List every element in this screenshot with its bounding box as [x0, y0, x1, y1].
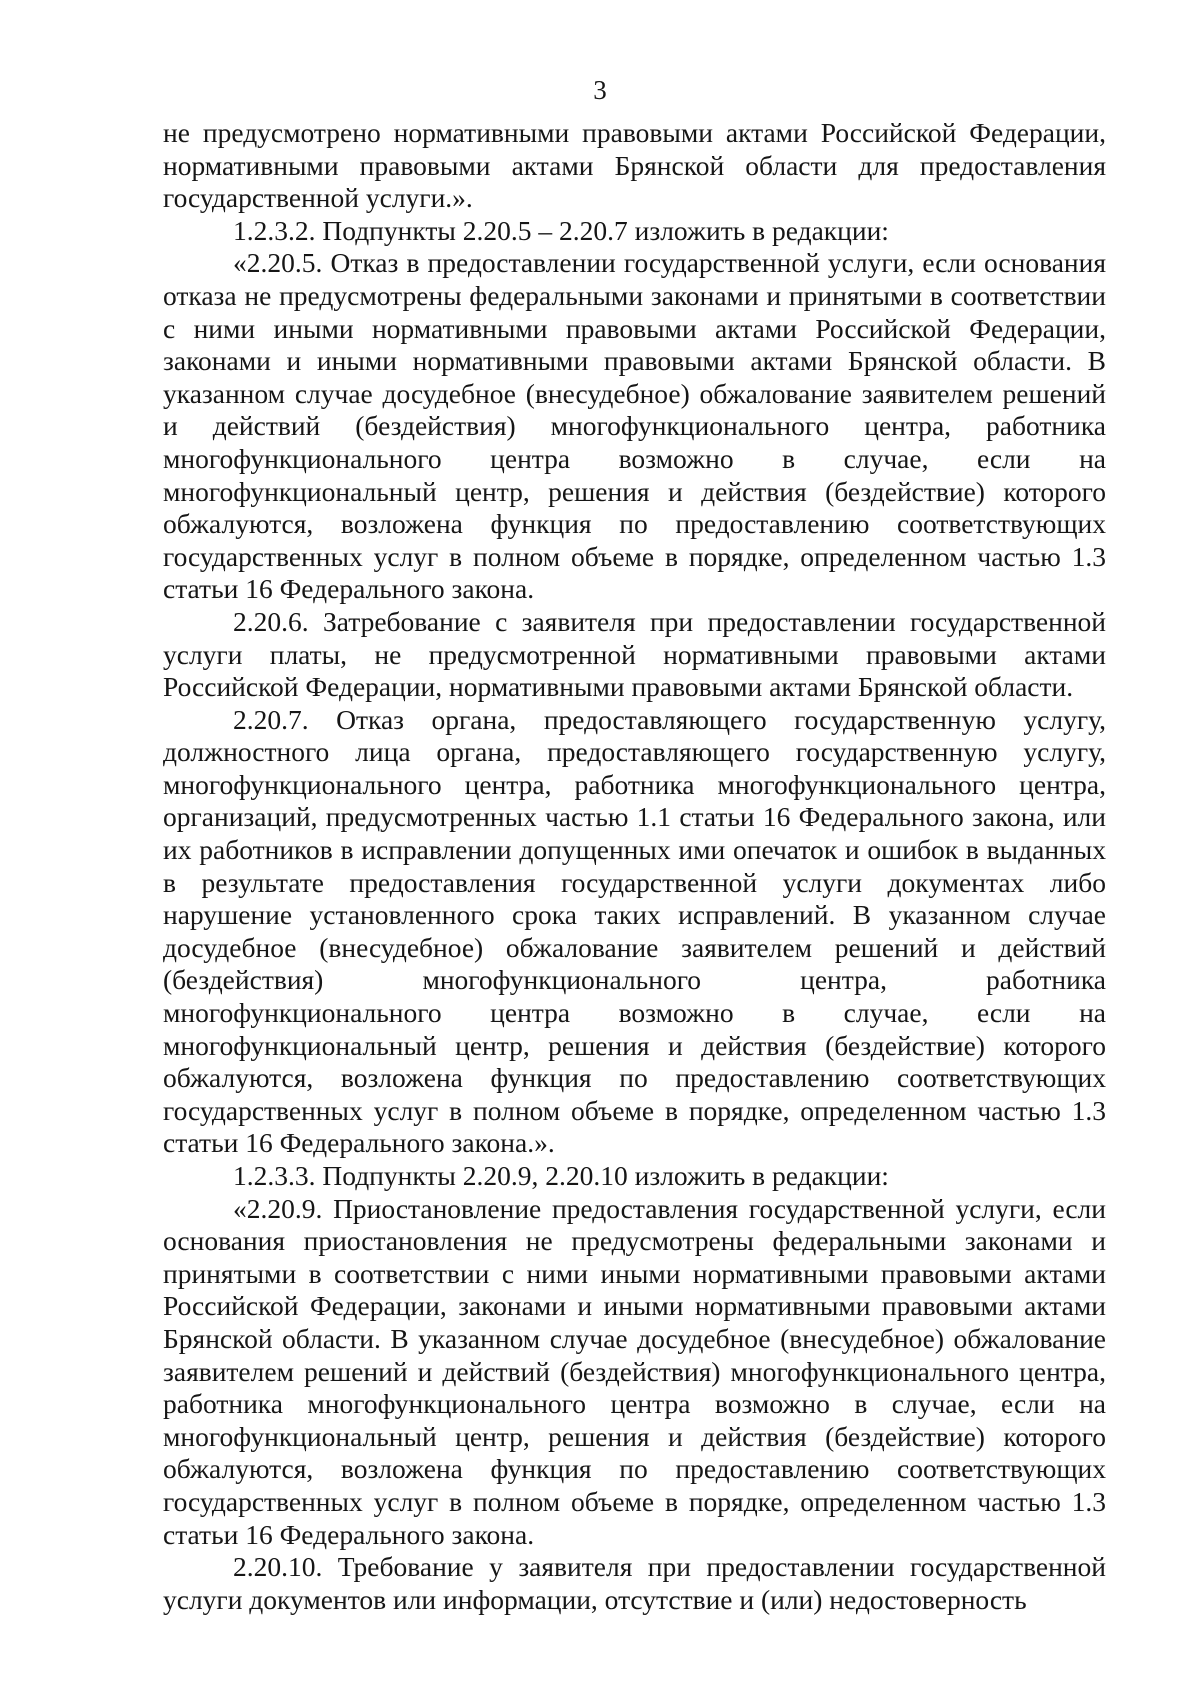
paragraph-item-2-20-5: «2.20.5. Отказ в предоставлении государственной услуги, если основания отказа не предусмотрены федеральными законами и принятыми в соответствии с ними иными нормативными правовыми актами Российской Федерации, законами и иными нормативными правовыми актами Брянской области. В указанном случае досудебное (внесудебное) обжалование заявителем решений и действий (бездействия) многофункционального центра, работника многофункционального центра возможно в случае, если на многофункциональный центр, решения и действия (бездействие) которого обжалуются, возложена функция по предоставлению соответствующих государственных услуг в полном объеме в порядке, определенном частью 1.3 статьи 16 Федерального закона. — [163, 247, 1106, 605]
paragraph-item-1-2-3-2: 1.2.3.2. Подпункты 2.20.5 – 2.20.7 изложить в редакции: — [233, 214, 889, 246]
paragraph-item-2-20-6: 2.20.6. Затребование с заявителя при предоставлении государственной услуги платы, не предусмотренной нормативными правовыми актами Российской Федерации, нормативными правовыми актами Брянской области. — [163, 605, 1106, 703]
paragraph-item-1-2-3-3: 1.2.3.3. Подпункты 2.20.9, 2.20.10 изложить в редакции: — [233, 1160, 889, 1191]
paragraph-item-2-20-10: 2.20.10. Требование у заявителя при предоставлении государственной услуги документов или информации, отсутствие и (или) недостоверность — [163, 1551, 1106, 1615]
paragraph-continuation: не предусмотрено нормативными правовыми актами Российской Федерации, нормативными правовыми актами Брянской области для предоставления государственной услуги.». — [163, 117, 1106, 214]
page-number: 3 — [593, 75, 607, 105]
paragraph-item-2-20-9: «2.20.9. Приостановление предоставления государственной услуги, если основания приостановления не предусмотрены федеральными законами и принятыми в соответствии с ними иными нормативными правовыми актами Российской Федерации, законами и иными нормативными правовыми актами Брянской области. В указанном случае досудебное (внесудебное) обжалование заявителем решений и действий (бездействия) многофункционального центра, работника многофункционального центра возможно в случае, если на многофункциональный центр, решения и действия (бездействие) которого обжалуются, возложена функция по предоставлению соответствующих государственных услуг в полном объеме в порядке, определенном частью 1.3 статьи 16 Федерального закона. — [163, 1192, 1106, 1550]
document-body — [163, 117, 1106, 1616]
paragraph-item-2-20-7: 2.20.7. Отказ органа, предоставляющего государственную услугу, должностного лица органа, предоставляющего государственную услугу, многофункционального центра, работника многофункционального центра, организаций, предусмотренных частью 1.1 статьи 16 Федерального закона, или их работников в исправлении допущенных ими опечаток и ошибок в выданных в результате предоставления государственной услуги документах либо нарушение установленного срока таких исправлений. В указанном случае досудебное (внесудебное) обжалование заявителем решений и действий (бездействия) многофункционального центра, работника многофункционального центра возможно в случае, если на многофункциональный центр, решения и действия (бездействие) которого обжалуются, возложена функция по предоставлению соответствующих государственных услуг в полном объеме в порядке, определенном частью 1.3 статьи 16 Федерального закона.». — [163, 703, 1106, 1159]
